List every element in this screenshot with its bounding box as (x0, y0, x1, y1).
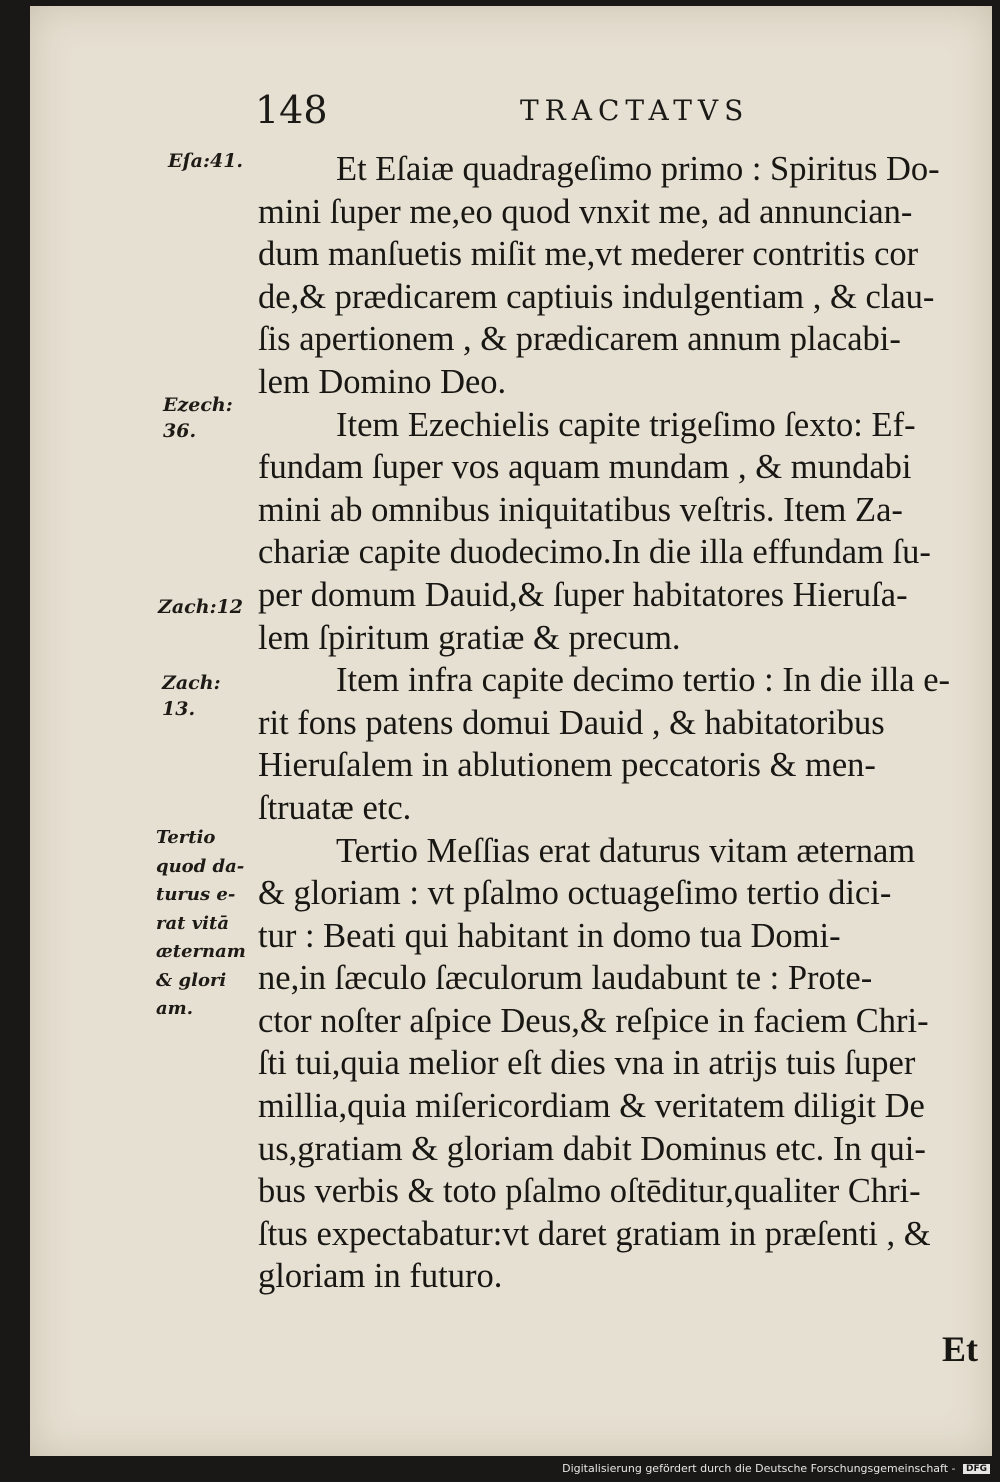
text-line: gloriam in futuro. (258, 1257, 503, 1296)
marginal-note-line: & glori (156, 969, 227, 991)
marginal-note-line: Tertio (156, 827, 216, 848)
text-line: Item infra capite decimo tertio : In die illa e- (336, 661, 951, 700)
dfg-logo: DFG (963, 1464, 990, 1474)
text-line: lem Domino Deo. (258, 362, 507, 401)
marginal-note-tertio (156, 824, 266, 1024)
text-line: ne,in ſæculo ſæculorum laudabunt te : Prote- (258, 959, 873, 998)
text-line: per domum Dauid,& ſuper habitatores Hieruſa- (258, 575, 908, 614)
text-line: dum manſuetis miſit me,vt mederer contritis cor (258, 235, 919, 274)
text-line: Et Eſaiæ quadrageſimo primo : Spiritus Do- (336, 150, 940, 188)
text-line: lem ſpiritum gratiæ & precum. (258, 618, 681, 657)
marginal-note-ezechiel (163, 392, 233, 444)
text-line: ſtruatæ etc. (258, 788, 412, 827)
page-number: 148 (255, 88, 328, 132)
running-title: TRACTATVS (520, 94, 750, 127)
book-page (30, 6, 992, 1456)
digitization-credit (0, 1462, 1000, 1482)
marginal-note-line: quod da- (156, 855, 245, 877)
text-line: ctor noſter aſpice Deus,& reſpice in faciem Chri- (258, 1001, 929, 1040)
marginal-note-esaias: Eſa:41. (168, 150, 244, 172)
text-line: mini ſuper me,eo quod vnxit me, ad annuncian- (258, 192, 913, 231)
text-line: us,gratiam & gloriam dabit Dominus etc. In qui- (258, 1129, 926, 1168)
marginal-note-line: Zach: (162, 672, 221, 694)
page-header (30, 88, 992, 138)
text-line: Hieruſalem in ablutionem peccatoris & men- (258, 746, 876, 785)
text-line: ſtus expectabatur:vt daret gratiam in præſenti , & (258, 1214, 931, 1253)
catchword: Et (942, 1329, 978, 1369)
text-line: bus verbis & toto pſalmo oſtēditur,qualiter Chri- (258, 1172, 921, 1211)
marginal-note-line: æternam (156, 941, 246, 962)
text-line: & gloriam : vt pſalmo octuageſimo tertio dici- (258, 874, 892, 913)
text-line: de,& prædicarem captiuis indulgentiam , & clau- (258, 277, 935, 316)
marginal-note-line: am. (156, 998, 193, 1019)
text-line: mini ab omnibus iniquitatibus veſtris. Item Za- (258, 490, 903, 529)
text-line: ſti tui,quia melior eſt dies vna in atrijs tuis ſuper (258, 1044, 916, 1083)
main-text (258, 148, 978, 1298)
marginal-note-zacharias-13 (162, 670, 221, 722)
marginal-note-line: 13. (162, 698, 196, 720)
text-line: rit fons patens domui Dauid , & habitatoribus (258, 703, 885, 742)
marginal-note-line: rat vitā (156, 912, 230, 934)
marginal-note-line: turus e- (156, 884, 236, 905)
marginal-note-line: Ezech: (163, 394, 233, 416)
text-line: ſis apertionem , & prædicarem annum placabi- (258, 320, 901, 359)
text-line: Tertio Meſſias erat daturus vitam æternam (336, 831, 916, 870)
marginal-note-line: 36. (163, 420, 197, 442)
text-line: fundam ſuper vos aquam mundam , & mundabi (258, 448, 912, 487)
text-line: Item Ezechielis capite trigeſimo ſexto: Ef- (336, 405, 916, 444)
text-line: chariæ capite duodecimo.In die illa effundam ſu- (258, 533, 931, 572)
text-line: millia,quia miſericordiam & veritatem diligit De (258, 1087, 925, 1126)
marginal-note-zacharias-12: Zach:12 (158, 596, 244, 618)
text-line: tur : Beati qui habitant in domo tua Domi- (258, 916, 841, 955)
credit-text: Digitalisierung gefördert durch die Deutsche Forschungsgemeinschaft - (562, 1462, 956, 1475)
